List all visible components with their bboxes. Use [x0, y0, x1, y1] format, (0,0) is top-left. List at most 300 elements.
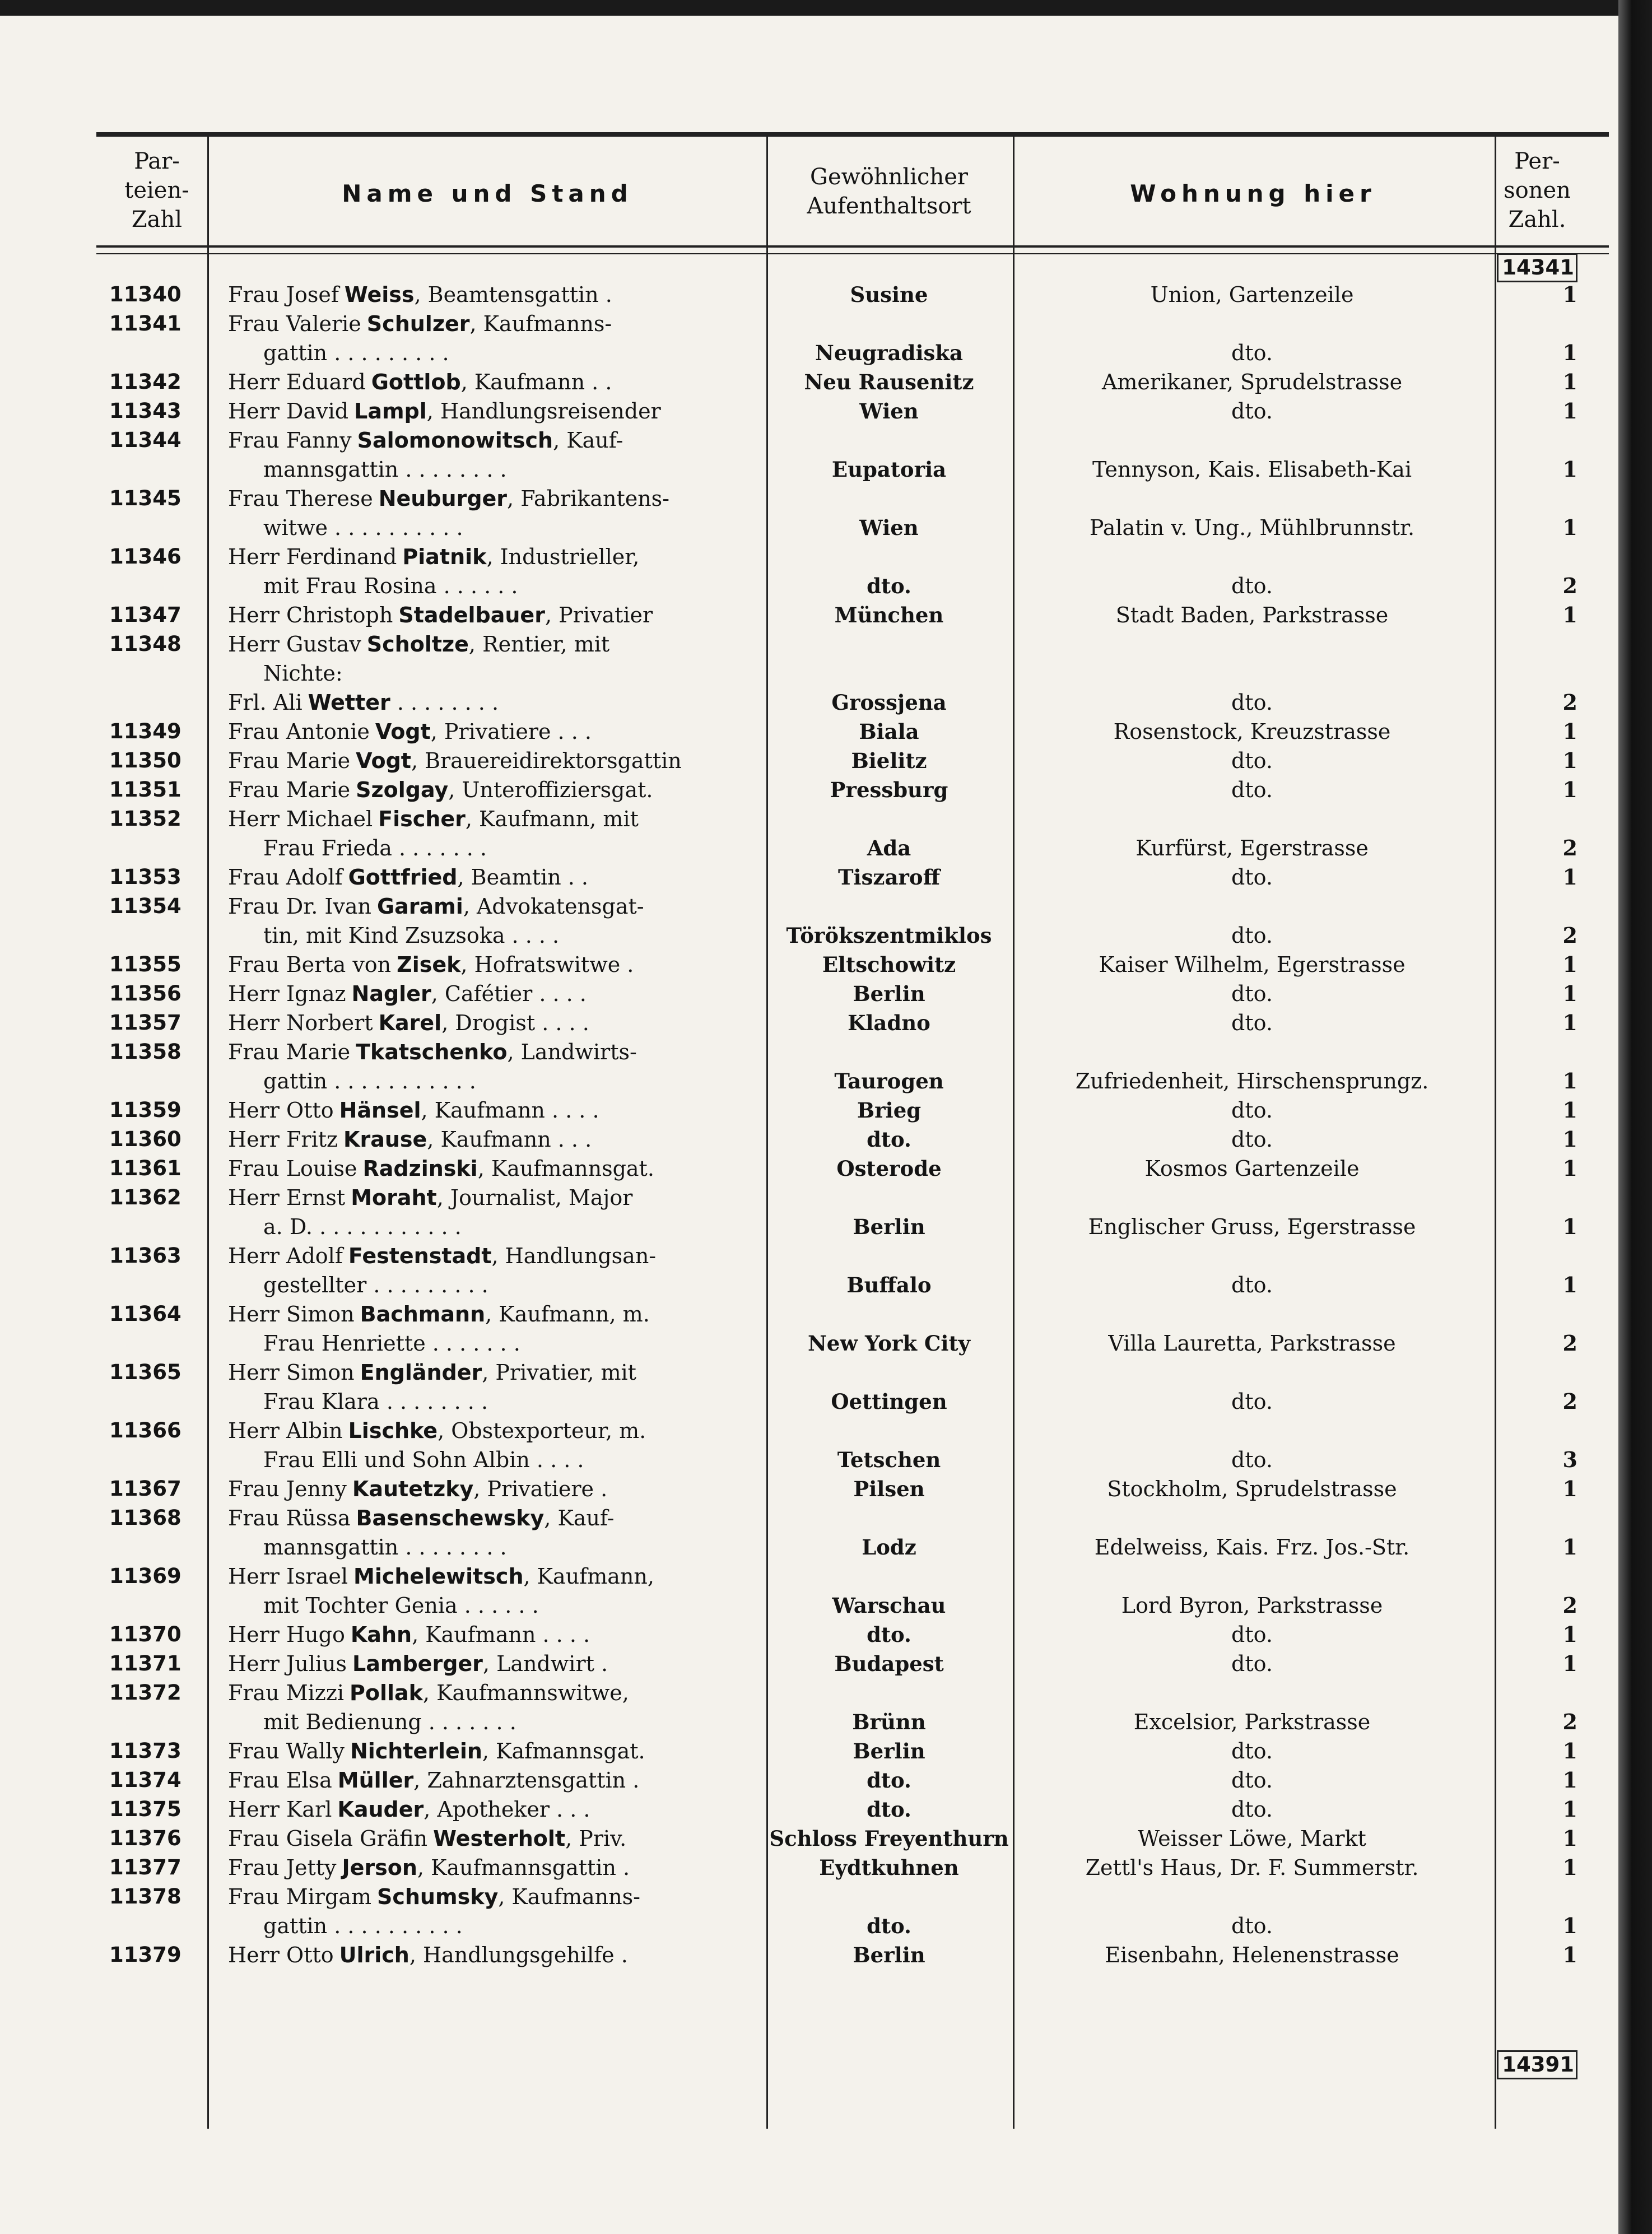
- header-col-residence: Wohnung hier: [1130, 180, 1376, 207]
- person-title: Frau Berta von: [228, 952, 392, 977]
- person-occupation: , Handlungsgehilfe .: [409, 1943, 628, 1967]
- person-surname: Pollak: [350, 1681, 423, 1705]
- person-occupation: , Privatiere . . .: [430, 719, 592, 744]
- usual-residence: Buffalo: [846, 1273, 932, 1297]
- party-number: 11341: [109, 311, 182, 336]
- person-surname: Salomonowitsch: [357, 428, 553, 453]
- name-and-status: [228, 1037, 760, 1067]
- person-count: 1: [1562, 340, 1577, 365]
- person-title: Herr Ernst: [228, 1185, 346, 1210]
- person-count: 1: [1562, 777, 1577, 802]
- party-number: 11370: [109, 1622, 182, 1646]
- party-number: 11359: [109, 1098, 182, 1122]
- name-and-status: [228, 1474, 760, 1504]
- header-col-no-line2: teien-: [124, 178, 189, 203]
- name-and-status: [228, 426, 760, 455]
- person-occupation: , Landwirt .: [482, 1651, 608, 1676]
- lodging-here: Edelweiss, Kais. Frz. Jos.-Str.: [1094, 1535, 1410, 1560]
- col-divider-1: [207, 134, 209, 2129]
- name-continuation: gattin . . . . . . . . . .: [263, 1914, 463, 1938]
- person-count: 2: [1562, 835, 1577, 860]
- name-continuation: gestellter . . . . . . . . .: [263, 1273, 488, 1297]
- usual-residence: Pilsen: [853, 1477, 925, 1501]
- lodging-here: Palatin v. Ung., Mühlbrunnstr.: [1089, 515, 1415, 540]
- name-and-status: [228, 1795, 760, 1824]
- col-divider-2: [766, 134, 768, 2129]
- person-title: Herr Michael: [228, 807, 373, 831]
- lodging-here: Stockholm, Sprudelstrasse: [1107, 1477, 1397, 1501]
- person-title: Frau Adolf: [228, 865, 343, 890]
- party-number: 11379: [109, 1943, 182, 1967]
- lodging-here: dto.: [1231, 1273, 1273, 1297]
- person-title: Frau Elsa: [228, 1768, 332, 1793]
- person-surname: Kahn: [350, 1622, 412, 1647]
- name-and-status: [228, 1241, 760, 1270]
- name-and-status: [228, 1183, 760, 1212]
- lodging-here: Zettl's Haus, Dr. F. Summerstr.: [1085, 1855, 1419, 1880]
- party-number: 11373: [109, 1739, 182, 1763]
- person-surname: Vogt: [375, 719, 431, 744]
- lodging-here: Excelsior, Parkstrasse: [1133, 1710, 1371, 1734]
- person-surname: Piatnik: [402, 544, 487, 569]
- person-occupation: , Obstexporteur, m.: [438, 1418, 646, 1443]
- party-number: 11345: [109, 486, 182, 510]
- usual-residence: Tiszaroff: [838, 865, 940, 890]
- person-occupation: , Brauereidirektorsgattin: [411, 748, 682, 773]
- person-title: Herr Simon: [228, 1360, 355, 1385]
- lodging-here: dto.: [1231, 748, 1273, 773]
- person-occupation: , Fabrikantens-: [507, 486, 670, 511]
- name-continuation: Frau Henriette . . . . . . .: [263, 1331, 520, 1356]
- lodging-here: Kosmos Gartenzeile: [1144, 1156, 1360, 1181]
- person-occupation: , Kaufmann,: [523, 1564, 654, 1589]
- person-occupation: . . . . . . . .: [390, 690, 499, 715]
- name-continuation: gattin . . . . . . . . . . .: [263, 1069, 476, 1093]
- person-title: Frau Louise: [228, 1156, 357, 1181]
- name-and-status: [228, 1824, 760, 1853]
- person-surname: Zisek: [397, 952, 461, 977]
- party-number: 11378: [109, 1884, 182, 1909]
- person-surname: Festenstadt: [348, 1244, 492, 1268]
- name-and-status: [228, 775, 760, 804]
- name-and-status: [228, 367, 760, 397]
- usual-residence: Törökszentmiklos: [786, 923, 992, 948]
- header-col-count: [1497, 147, 1577, 234]
- person-surname: Szolgay: [356, 778, 449, 802]
- person-occupation: , Kauf-: [544, 1506, 615, 1530]
- person-count: 1: [1562, 1913, 1577, 1938]
- lodging-here: Lord Byron, Parkstrasse: [1121, 1593, 1383, 1618]
- person-occupation: , Beamtin . .: [457, 865, 588, 890]
- party-number: 11340: [109, 282, 182, 306]
- person-occupation: , Advokatensgat-: [463, 894, 644, 919]
- person-count: 1: [1562, 282, 1577, 307]
- usual-residence: Susine: [850, 282, 928, 307]
- name-continuation: Nichte:: [263, 661, 343, 686]
- person-title: Herr Israel: [228, 1564, 348, 1589]
- person-title: Frau Dr. Ivan: [228, 894, 371, 919]
- person-count: 2: [1562, 1709, 1577, 1734]
- person-occupation: , Kaufmann, mit: [465, 807, 639, 831]
- party-number: 11344: [109, 428, 182, 452]
- usual-residence: Eydtkuhnen: [819, 1855, 959, 1880]
- header-bottom-rule: [96, 245, 1609, 248]
- name-and-status: [228, 688, 760, 717]
- person-surname: Lischke: [348, 1418, 438, 1443]
- person-count: 2: [1562, 690, 1577, 715]
- name-continuation: Frau Klara . . . . . . . .: [263, 1389, 488, 1414]
- person-occupation: , Kafmannsgat.: [482, 1739, 645, 1763]
- lodging-here: dto.: [1231, 865, 1273, 890]
- name-and-status: [228, 1125, 760, 1154]
- person-surname: Vogt: [356, 748, 411, 773]
- header-col-origin-line1: Gewöhnlicher: [809, 164, 968, 190]
- usual-residence: dto.: [867, 574, 911, 598]
- person-occupation: , Privatiere .: [473, 1477, 608, 1501]
- name-continuation: mannsgattin . . . . . . . .: [263, 1535, 507, 1560]
- name-and-status: [228, 863, 760, 892]
- person-title: Frau Jenny: [228, 1477, 347, 1501]
- person-occupation: , Kaufmann . . .: [427, 1127, 592, 1152]
- party-number: 11352: [109, 807, 182, 831]
- usual-residence: Warschau: [832, 1593, 946, 1618]
- name-and-status: [228, 280, 760, 309]
- person-occupation: , Journalist, Major: [436, 1185, 633, 1210]
- name-and-status: [228, 1737, 760, 1766]
- person-surname: Neuburger: [378, 486, 508, 511]
- lodging-here: Rosenstock, Kreuzstrasse: [1113, 719, 1391, 744]
- person-surname: Lampl: [354, 399, 427, 423]
- person-surname: Stadelbauer: [398, 603, 545, 627]
- party-number: 11346: [109, 544, 182, 569]
- person-count: 1: [1562, 1622, 1577, 1647]
- party-number: 11360: [109, 1127, 182, 1151]
- person-title: Frau Mirgam: [228, 1884, 371, 1909]
- name-and-status: [228, 601, 760, 630]
- usual-residence: Schloss Freyenthurn: [769, 1826, 1009, 1851]
- person-surname: Basenschewsky: [356, 1506, 545, 1530]
- party-number: 11361: [109, 1156, 182, 1180]
- carry-out-total: 14391: [1502, 2053, 1574, 2077]
- party-number: 11364: [109, 1302, 182, 1326]
- person-count: 1: [1562, 1127, 1577, 1152]
- person-count: 1: [1562, 369, 1577, 394]
- name-and-status: [228, 804, 760, 834]
- person-surname: Schumsky: [376, 1884, 499, 1909]
- person-title: Frau Jetty: [228, 1855, 337, 1880]
- person-count: 2: [1562, 1330, 1577, 1356]
- person-count: 2: [1562, 1389, 1577, 1414]
- person-occupation: , Unteroffiziersgat.: [448, 778, 653, 802]
- lodging-here: dto.: [1231, 341, 1273, 365]
- party-number: 11368: [109, 1506, 182, 1530]
- lodging-here: dto.: [1231, 1448, 1273, 1472]
- name-and-status: [228, 1096, 760, 1125]
- person-surname: Scholtze: [366, 632, 469, 657]
- person-surname: Schulzer: [366, 311, 470, 336]
- person-count: 3: [1562, 1447, 1577, 1472]
- person-occupation: , Kaufmanns-: [498, 1884, 640, 1909]
- name-and-status: [228, 746, 760, 775]
- header-col-no-line1: Par-: [134, 148, 180, 174]
- name-and-status: [228, 1154, 760, 1183]
- header-col-origin: [769, 162, 1009, 221]
- person-title: Frau Antonie: [228, 719, 370, 744]
- carry-in-total: 14341: [1502, 255, 1574, 280]
- person-title: Frau Fanny: [228, 428, 352, 453]
- person-title: Herr Gustav: [228, 632, 361, 657]
- party-number: 11353: [109, 865, 182, 889]
- lodging-here: dto.: [1231, 1651, 1273, 1676]
- name-and-status: [228, 1940, 760, 1970]
- person-count: 1: [1562, 1097, 1577, 1123]
- lodging-here: Amerikaner, Sprudelstrasse: [1101, 370, 1403, 394]
- person-title: Herr Adolf: [228, 1244, 343, 1268]
- person-surname: Garami: [376, 894, 463, 919]
- usual-residence: Pressburg: [830, 778, 948, 802]
- person-title: Frau Therese: [228, 486, 373, 511]
- party-number: 11358: [109, 1040, 182, 1064]
- person-surname: Weiss: [344, 282, 415, 307]
- person-count: 1: [1562, 515, 1577, 540]
- person-occupation: , Handlungsreisender: [426, 399, 661, 423]
- person-title: Frau Marie: [228, 748, 351, 773]
- person-surname: Moraht: [351, 1185, 437, 1210]
- person-title: Herr Hugo: [228, 1622, 345, 1647]
- lodging-here: Kurfürst, Egerstrasse: [1136, 836, 1369, 860]
- party-number: 11354: [109, 894, 182, 918]
- usual-residence: Kladno: [848, 1011, 930, 1035]
- person-occupation: , Kaufmann, m.: [485, 1302, 650, 1327]
- person-count: 1: [1562, 1767, 1577, 1793]
- person-occupation: , Privatier: [545, 603, 653, 627]
- person-occupation: , Kaufmannswitwe,: [422, 1681, 629, 1705]
- person-title: Frau Gisela Gräfin: [228, 1826, 428, 1851]
- usual-residence: Berlin: [853, 981, 925, 1006]
- person-occupation: , Handlungsan-: [491, 1244, 657, 1268]
- person-occupation: , Kaufmann . . . .: [421, 1098, 599, 1123]
- name-continuation: mit Bedienung . . . . . . .: [263, 1710, 516, 1734]
- usual-residence: dto.: [867, 1797, 911, 1822]
- person-title: Herr David: [228, 399, 349, 423]
- lodging-here: Kaiser Wilhelm, Egerstrasse: [1099, 952, 1406, 977]
- party-number: 11356: [109, 981, 182, 1006]
- name-and-status: [228, 979, 760, 1008]
- person-count: 1: [1562, 1826, 1577, 1851]
- usual-residence: Neugradiska: [815, 341, 963, 365]
- person-count: 1: [1562, 398, 1577, 423]
- person-surname: Lamberger: [352, 1651, 483, 1676]
- name-and-status: [228, 717, 760, 746]
- person-occupation: , Kaufmann . . . .: [412, 1622, 590, 1647]
- party-number: 11369: [109, 1564, 182, 1588]
- party-number: 11375: [109, 1797, 182, 1821]
- usual-residence: dto.: [867, 1127, 911, 1152]
- party-number: 11376: [109, 1826, 182, 1850]
- lodging-here: dto.: [1231, 399, 1273, 423]
- person-count: 2: [1562, 1593, 1577, 1618]
- scan-edge-right: [1618, 0, 1652, 2234]
- lodging-here: Englischer Gruss, Egerstrasse: [1088, 1214, 1416, 1239]
- lodging-here: Weisser Löwe, Markt: [1138, 1826, 1366, 1851]
- person-surname: Engländer: [360, 1360, 482, 1385]
- name-continuation: mannsgattin . . . . . . . .: [263, 457, 507, 482]
- person-surname: Karel: [378, 1011, 442, 1035]
- person-occupation: , Cafétier . . . .: [431, 981, 587, 1006]
- person-surname: Gottlob: [371, 370, 461, 394]
- name-and-status: [228, 1300, 760, 1329]
- header-col-origin-line2: Aufenthaltsort: [807, 193, 971, 219]
- name-continuation: Frau Frieda . . . . . . .: [263, 836, 487, 860]
- person-title: Frau Marie: [228, 1040, 351, 1064]
- person-title: Herr Ignaz: [228, 981, 346, 1006]
- person-title: Herr Eduard: [228, 370, 366, 394]
- usual-residence: Bielitz: [851, 748, 927, 773]
- usual-residence: München: [834, 603, 944, 627]
- party-number: 11342: [109, 370, 182, 394]
- lodging-here: dto.: [1231, 1127, 1273, 1152]
- party-number: 11365: [109, 1360, 182, 1384]
- lodging-here: Stadt Baden, Parkstrasse: [1115, 603, 1389, 627]
- name-and-status: [228, 950, 760, 979]
- name-and-status: [228, 309, 760, 338]
- lodging-here: dto.: [1231, 574, 1273, 598]
- party-number: 11347: [109, 603, 182, 627]
- person-occupation: , Landwirts-: [507, 1040, 637, 1064]
- name-continuation: witwe . . . . . . . . . .: [263, 515, 463, 540]
- name-and-status: [228, 542, 760, 571]
- lodging-here: dto.: [1231, 1011, 1273, 1035]
- usual-residence: Berlin: [853, 1214, 925, 1239]
- name-and-status: [228, 1853, 760, 1882]
- person-count: 1: [1562, 1651, 1577, 1676]
- person-surname: Nagler: [351, 981, 431, 1006]
- person-count: 1: [1562, 1010, 1577, 1035]
- col-divider-4: [1495, 134, 1496, 2129]
- party-number: 11377: [109, 1855, 182, 1879]
- party-number: 11363: [109, 1244, 182, 1268]
- person-surname: Jerson: [342, 1855, 417, 1880]
- lodging-here: Villa Lauretta, Parkstrasse: [1108, 1331, 1396, 1356]
- person-title: Herr Julius: [228, 1651, 347, 1676]
- name-and-status: [228, 1620, 760, 1649]
- usual-residence: Wien: [859, 515, 919, 540]
- usual-residence: New York City: [807, 1331, 971, 1356]
- name-and-status: [228, 1008, 760, 1037]
- person-title: Frau Wally: [228, 1739, 345, 1763]
- name-continuation: mit Tochter Genia . . . . . .: [263, 1593, 539, 1618]
- party-number: 11351: [109, 778, 182, 802]
- usual-residence: Brieg: [857, 1098, 922, 1123]
- person-title: Herr Ferdinand: [228, 544, 397, 569]
- party-number: 11367: [109, 1477, 182, 1501]
- person-count: 1: [1562, 1796, 1577, 1822]
- person-count: 1: [1562, 602, 1577, 627]
- usual-residence: Oettingen: [831, 1389, 947, 1414]
- usual-residence: Berlin: [853, 1943, 925, 1967]
- person-title: Herr Albin: [228, 1418, 343, 1443]
- lodging-here: dto.: [1231, 1739, 1273, 1763]
- person-count: 1: [1562, 952, 1577, 977]
- party-number: 11350: [109, 748, 182, 772]
- lodging-here: dto.: [1231, 690, 1273, 715]
- usual-residence: Brünn: [852, 1710, 926, 1734]
- person-occupation: , Kaufmannsgat.: [477, 1156, 654, 1181]
- person-occupation: , Beamtensgattin .: [414, 282, 612, 307]
- usual-residence: Tetschen: [837, 1448, 941, 1472]
- person-occupation: , Kaufmannsgattin .: [417, 1855, 630, 1880]
- header-col-count-line3: Zahl.: [1508, 207, 1566, 232]
- usual-residence: Lodz: [862, 1535, 916, 1560]
- lodging-here: dto.: [1231, 1914, 1273, 1938]
- person-surname: Radzinski: [362, 1156, 478, 1181]
- header-col-no: [109, 147, 204, 234]
- person-title: Herr Otto: [228, 1098, 334, 1123]
- person-count: 1: [1562, 1476, 1577, 1501]
- usual-residence: Eupatoria: [831, 457, 947, 482]
- name-continuation: a. D. . . . . . . . . . . .: [263, 1214, 462, 1239]
- person-occupation: , Drogist . . . .: [441, 1011, 589, 1035]
- usual-residence: Neu Rausenitz: [804, 370, 974, 394]
- person-title: Herr Norbert: [228, 1011, 373, 1035]
- name-and-status: [228, 1766, 760, 1795]
- person-occupation: , Priv.: [565, 1826, 627, 1851]
- party-number: 11371: [109, 1651, 182, 1676]
- person-surname: Westerholt: [433, 1826, 566, 1851]
- party-number: 11362: [109, 1185, 182, 1209]
- person-count: 1: [1562, 864, 1577, 890]
- person-title: Herr Fritz: [228, 1127, 338, 1152]
- party-number: 11355: [109, 952, 182, 976]
- usual-residence: Budapest: [834, 1651, 944, 1676]
- party-number: 11372: [109, 1681, 182, 1705]
- name-and-status: [228, 1504, 760, 1533]
- person-surname: Ulrich: [339, 1943, 409, 1967]
- person-occupation: , Zahnarztensgattin .: [413, 1768, 640, 1793]
- lodging-here: Eisenbahn, Helenenstrasse: [1105, 1943, 1399, 1967]
- person-surname: Kautetzky: [352, 1477, 474, 1501]
- name-and-status: [228, 1358, 760, 1387]
- person-count: 1: [1562, 1855, 1577, 1880]
- lodging-here: dto.: [1231, 1098, 1273, 1123]
- lodging-here: Zufriedenheit, Hirschensprungz.: [1075, 1069, 1429, 1093]
- usual-residence: Taurogen: [834, 1069, 944, 1093]
- person-count: 2: [1562, 573, 1577, 598]
- person-title: Herr Otto: [228, 1943, 334, 1967]
- person-surname: Nichterlein: [350, 1739, 482, 1763]
- person-count: 1: [1562, 1156, 1577, 1181]
- name-and-status: [228, 484, 760, 513]
- person-count: 1: [1562, 1942, 1577, 1967]
- party-number: 11366: [109, 1418, 182, 1442]
- person-count: 1: [1562, 1738, 1577, 1763]
- name-and-status: [228, 397, 760, 426]
- name-continuation: mit Frau Rosina . . . . . .: [263, 574, 518, 598]
- name-and-status: [228, 892, 760, 921]
- person-surname: Michelewitsch: [353, 1564, 524, 1589]
- person-occupation: , Industrieller,: [486, 544, 640, 569]
- name-and-status: [228, 1416, 760, 1445]
- person-count: 1: [1562, 1272, 1577, 1297]
- person-title: Frau Josef: [228, 282, 339, 307]
- person-title: Herr Karl: [228, 1797, 332, 1822]
- person-count: 1: [1562, 719, 1577, 744]
- table-top-rule: [96, 132, 1609, 137]
- person-surname: Krause: [343, 1127, 427, 1152]
- lodging-here: dto.: [1231, 1622, 1273, 1647]
- header-col-count-line2: sonen: [1504, 178, 1571, 203]
- person-count: 1: [1562, 748, 1577, 773]
